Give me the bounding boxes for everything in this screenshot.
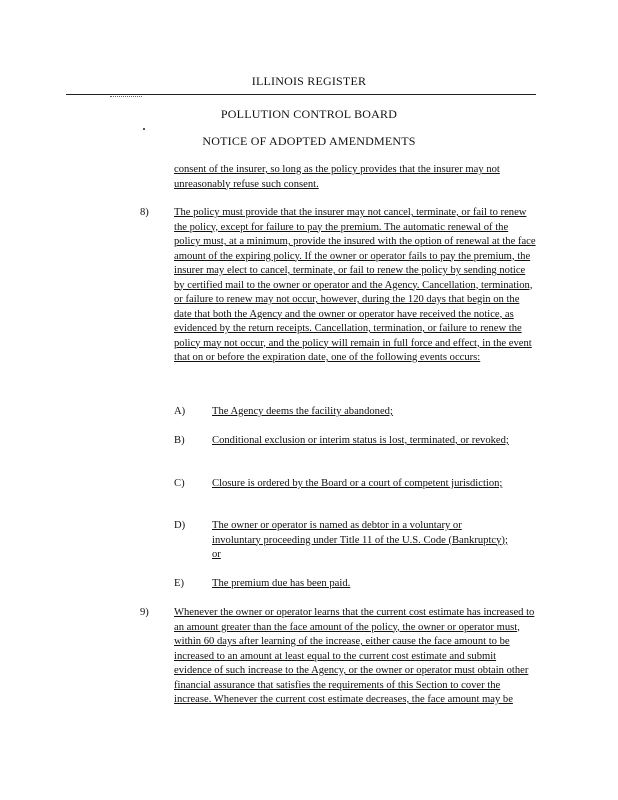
subitem-d-label: D)	[174, 520, 186, 531]
subitem-c-label: C)	[174, 478, 185, 489]
item-9-number: 9)	[140, 607, 149, 618]
subitem-d-text: The owner or operator is named as debtor in a voluntary or involuntary proceeding under Title 11 of the U.S. Code (Bankruptcy); or	[212, 520, 508, 560]
header-rule-mark	[110, 96, 142, 97]
margin-mark	[143, 128, 145, 130]
item-9-paragraph: Whenever the owner or operator learns that the current cost estimate has increased to an amount greater than the face amount of the policy, the owner or operator must, within 60 days after learning of the increase, either cause the face amount to be increased to an amount at least equal to the current cost estimate and submit evidence of such increase to the Agency, or the owner or operator must obtain other financial assurance that satisfies the requirements of this Section to cover the increase. Whenever the current cost estimate decreases, the face amount may be	[174, 607, 535, 705]
header-rule	[66, 94, 536, 95]
subitem-b-label: B)	[174, 435, 185, 446]
subitem-e-label: E)	[174, 578, 184, 589]
item-8-number: 8)	[140, 207, 149, 218]
subitem-c-text: Closure is ordered by the Board or a court of competent jurisdiction;	[212, 478, 503, 489]
notice-title: NOTICE OF ADOPTED AMENDMENTS	[202, 134, 416, 148]
subitem-e-text: The premium due has been paid.	[212, 578, 351, 589]
item-8-paragraph: The policy must provide that the insurer may not cancel, terminate, or fail to renew the policy, except for failure to pay the premium. The automatic renewal of the policy must, at a minimum, provide the insured with the option of renewal at the face amount of the expiring policy. If the owner or operator fails to pay the premium, the insurer may elect to cancel, terminate, or fail to renew the policy by sending notice by certified mail to the owner or operator and the Agency. Cancellation, termination, or failure to renew may not occur, however, during the 120 days that begin on the date that both the Agency and the owner or operator have received the notice, as evidenced by the return receipts. Cancellation, termination, or failure to renew the policy may not occur, and the policy will remain in full force and effect, in the event that on or before the expiration date, one of the following events occurs:	[174, 207, 536, 363]
subitem-a-text: The Agency deems the facility abandoned;	[212, 406, 393, 417]
subitem-a-label: A)	[174, 406, 186, 417]
board-title: POLLUTION CONTROL BOARD	[220, 107, 398, 121]
subitem-b-text: Conditional exclusion or interim status is lost, terminated, or revoked;	[212, 435, 509, 446]
continuation-paragraph: consent of the insurer, so long as the policy provides that the insurer may not unreasonably refuse such consent.	[174, 164, 500, 190]
register-title: ILLINOIS REGISTER	[251, 74, 367, 88]
